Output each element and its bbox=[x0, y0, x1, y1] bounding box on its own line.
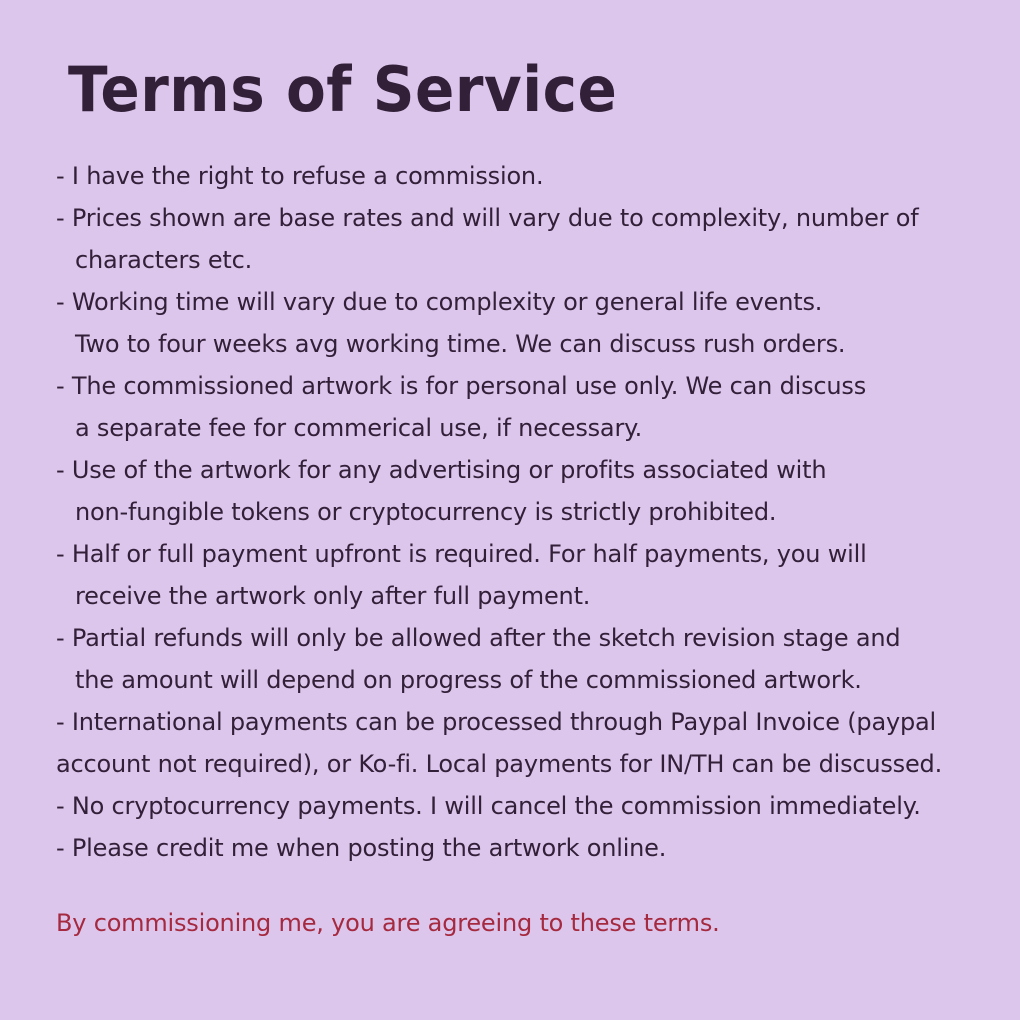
terms-line: - Prices shown are base rates and will vary due to complexity, number of bbox=[56, 203, 919, 232]
terms-line: - Use of the artwork for any advertising or profits associated with bbox=[56, 455, 827, 484]
page-title: Terms of Service bbox=[68, 52, 618, 127]
terms-line: - Half or full payment upfront is required. For half payments, you will bbox=[56, 539, 867, 568]
terms-line: - Partial refunds will only be allowed after the sketch revision stage and bbox=[56, 623, 901, 652]
terms-line: - Please credit me when posting the artwork online. bbox=[56, 833, 667, 862]
terms-line: account not required), or Ko-fi. Local payments for IN/TH can be discussed. bbox=[56, 749, 943, 778]
terms-line: non-fungible tokens or cryptocurrency is strictly prohibited. bbox=[75, 497, 777, 526]
terms-line: the amount will depend on progress of the commissioned artwork. bbox=[75, 665, 862, 694]
terms-line: - I have the right to refuse a commission. bbox=[56, 161, 544, 190]
terms-line: Two to four weeks avg working time. We can discuss rush orders. bbox=[75, 329, 846, 358]
terms-line: characters etc. bbox=[75, 245, 253, 274]
terms-line: - International payments can be processed through Paypal Invoice (paypal bbox=[56, 707, 936, 736]
terms-line: receive the artwork only after full payment. bbox=[75, 581, 591, 610]
terms-line: - Working time will vary due to complexity or general life events. bbox=[56, 287, 823, 316]
terms-line: a separate fee for commerical use, if necessary. bbox=[75, 413, 643, 442]
agreement-note: By commissioning me, you are agreeing to these terms. bbox=[56, 908, 720, 937]
terms-list bbox=[56, 155, 980, 869]
terms-line: - No cryptocurrency payments. I will cancel the commission immediately. bbox=[56, 791, 921, 820]
terms-line: - The commissioned artwork is for personal use only. We can discuss bbox=[56, 371, 867, 400]
